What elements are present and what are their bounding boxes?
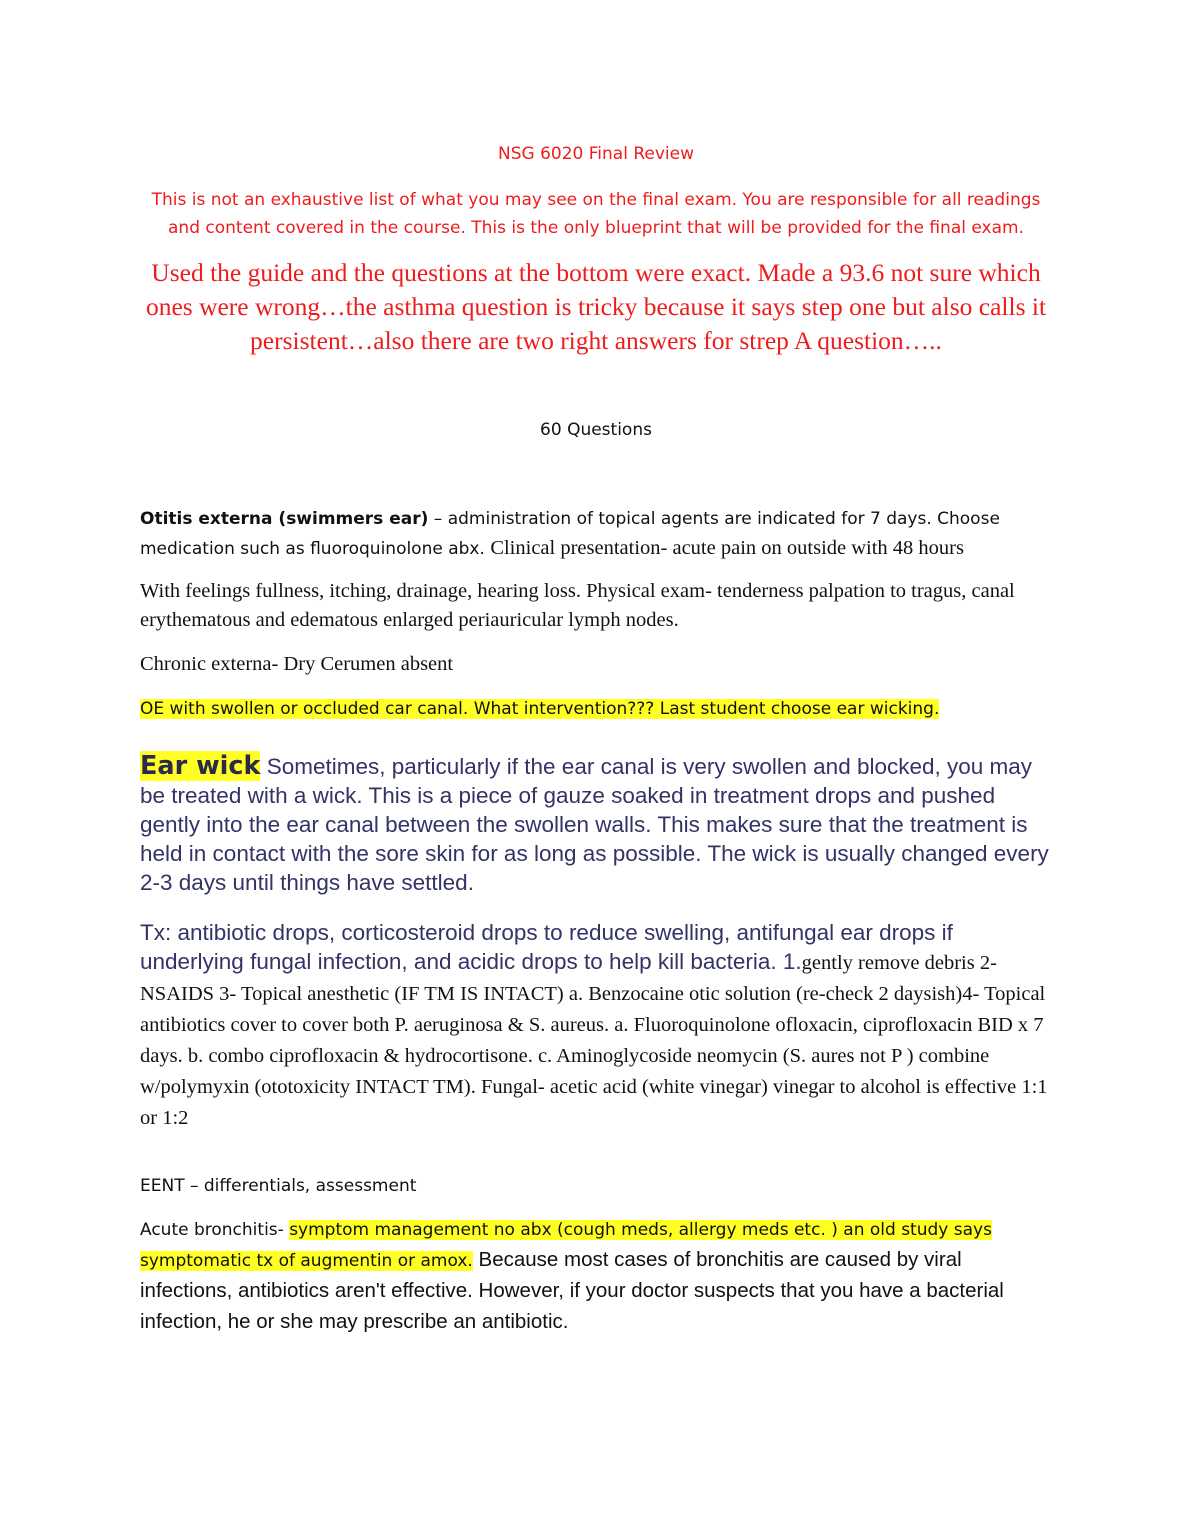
bronchitis-text: Because most cases of bronchitis are caused by viral infections, antibiotics aren't effective. However, if your doctor suspects that you have a bacterial infection, he or she may prescribe an antibiotic.: [140, 1248, 1004, 1333]
ear-wick-paragraph: [140, 752, 1052, 897]
document-title: NSG 6020 Final Review: [498, 144, 694, 164]
physical-exam-paragraph: With feelings fullness, itching, drainage, hearing loss. Physical exam- tenderness palpation to tragus, canal erythematous and edematous enlarged periauricular lymph nodes.: [140, 580, 1015, 631]
otitis-externa-paragraph: [140, 505, 1052, 564]
bronchitis-highlight: symptom management no abx (cough meds, allergy meds etc. ) an old study says symptomatic tx of augmentin or amox.: [140, 1220, 992, 1271]
ear-wick-text: Sometimes, particularly if the ear canal is very swollen and blocked, you may be treated with a wick. This is a piece of gauze soaked in treatment drops and pushed gently into the ear canal between the swollen walls. This makes sure that the treatment is held in contact with the sore skin for as long as possible. The wick is usually changed every 2-3 days until things have settled.: [140, 754, 1049, 895]
treatment-lead: Tx: antibiotic drops, corticosteroid drops to reduce swelling, antifungal ear drops if underlying fungal infection, and acidic drops to help kill bacteria. 1.: [140, 920, 953, 974]
ear-wick-heading: Ear wick: [140, 751, 261, 781]
acute-bronchitis-paragraph: [140, 1216, 1052, 1338]
exam-disclaimer: This is not an exhaustive list of what you may see on the final exam. You are responsible for all readings and content covered in the course. This is the only blueprint that will be provided for the final exam.: [151, 190, 1041, 238]
treatment-details: gently remove debris 2- NSAIDS 3- Topical anesthetic (IF TM IS INTACT) a. Benzocaine otic solution (re-check 2 daysish)4- Topical antibiotics cover to cover both P. aeruginosa & S. aureus. a. Fluoroquinolone ofloxacin, ciprofloxacin BID x 7 days. b. combo ciprofloxacin & hydrocortisone. c. Aminoglycoside neomycin (S. aures not P ) combine w/polymyxin (ototoxicity INTACT TM). Fungal- acetic acid (white vinegar) vinegar to alcohol is effective 1:1 or 1:2: [140, 952, 1048, 1129]
oe-intervention-paragraph: [140, 697, 1052, 721]
chronic-externa-paragraph: Chronic externa- Dry Cerumen absent: [140, 653, 454, 675]
treatment-paragraph: [140, 918, 1052, 1133]
oe-highlight: OE with swollen or occluded car canal. What intervention??? Last student choose ear wicking.: [140, 699, 940, 719]
otitis-heading: Otitis externa (swimmers ear): [140, 509, 429, 529]
bronchitis-label: Acute bronchitis-: [140, 1220, 290, 1240]
student-note: Used the guide and the questions at the bottom were exact. Made a 93.6 not sure which ones were wrong…the asthma question is tricky because it says step one but also calls it persistent…also there are two right answers for strep A question…..: [145, 258, 1047, 355]
otitis-text: – administration of topical agents are indicated for 7 days. Choose medication such as fluoroquinolone abx.: [140, 509, 1000, 559]
question-count: 60 Questions: [540, 420, 652, 440]
eent-paragraph: EENT – differentials, assessment: [140, 1176, 417, 1196]
otitis-clinical: Clinical presentation- acute pain on outside with 48 hours: [490, 537, 964, 559]
